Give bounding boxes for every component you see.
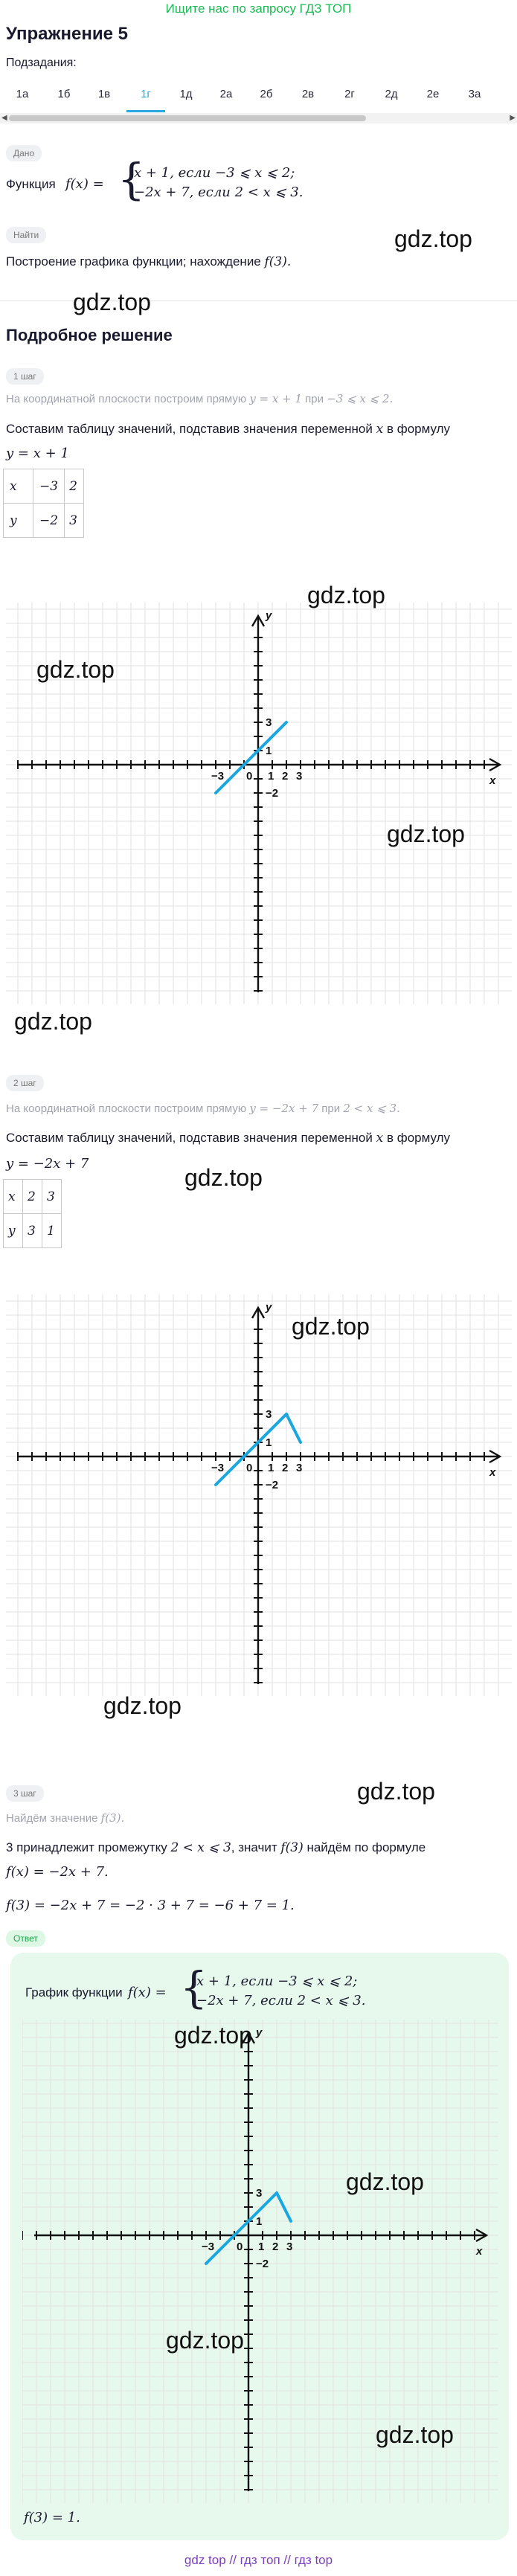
watermark: gdz.top xyxy=(307,582,385,608)
given-row-1: x + 1, если −3 ⩽ x ⩽ 2; xyxy=(134,165,295,181)
step-1-table-var: x xyxy=(376,422,384,437)
step-1-table-prefix: Составим таблицу значений, подставив значения переменной xyxy=(6,422,373,436)
answer-box: График функции f(x) = { x + 1, если −3 ⩽ x ⩽ 2; −2x + 7, если 2 < x ⩽ 3. x y 0 −3 1 2 3 3 1 −2 f(3) = 1. xyxy=(10,1953,509,2540)
graph-step-2 xyxy=(6,1294,512,1696)
table-cell: −2 xyxy=(33,504,65,538)
step-3-line-1-fx: f(3) xyxy=(280,1840,304,1855)
answer-chip: Ответ xyxy=(6,1930,45,1947)
y-axis-label: y xyxy=(266,1301,272,1314)
tab-1g[interactable]: 1г xyxy=(141,88,151,100)
answer-result: f(3) = 1. xyxy=(24,2510,80,2525)
step-2-chip: 2 шаг xyxy=(6,1075,44,1091)
watermark: gdz.top xyxy=(394,225,472,252)
origin-label: 0 xyxy=(246,1462,253,1474)
y-tick-label: 3 xyxy=(256,2187,263,2200)
watermark: gdz.top xyxy=(387,820,465,847)
watermark: gdz.top xyxy=(376,2421,454,2448)
tab-2v[interactable]: 2в xyxy=(301,88,315,100)
subtasks-label: Подзадания: xyxy=(6,57,77,69)
answer-row-2: −2x + 7, если 2 < x ⩽ 3. xyxy=(196,1993,366,2008)
step-2-table-prefix: Составим таблицу значений, подставив значения переменной xyxy=(6,1131,373,1145)
y-tick-label: 3 xyxy=(266,716,272,729)
footer-links[interactable]: gdz top // гдз топ // гдз top xyxy=(184,2553,333,2567)
find-chip: Найти xyxy=(6,227,46,243)
table-cell: 1 xyxy=(42,1214,62,1248)
y-tick-label: 3 xyxy=(266,1408,272,1421)
x-tick-label: 2 xyxy=(272,2241,279,2253)
x-tick-label: 3 xyxy=(286,2241,293,2253)
y-tick-label: 1 xyxy=(266,745,272,757)
tab-1a[interactable]: 1а xyxy=(16,88,29,100)
step-3-formula: f(x) = −2x + 7. xyxy=(6,1864,109,1880)
answer-prefix: График функции xyxy=(25,1985,123,2000)
active-tab-indicator xyxy=(126,110,165,112)
x-tick-label: −3 xyxy=(211,770,225,783)
x-axis-label: x xyxy=(489,1466,496,1479)
step-3-gray-prefix: Найдём значение xyxy=(6,1812,98,1825)
watermark: gdz.top xyxy=(36,656,115,683)
step-2-gray-mid: при xyxy=(321,1102,341,1115)
step-1-value-table xyxy=(3,469,84,538)
tab-2b[interactable]: 2б xyxy=(260,88,273,100)
step-1-gray-math: y = x + 1 xyxy=(249,392,302,405)
tab-1b[interactable]: 1б xyxy=(57,88,71,100)
watermark: gdz.top xyxy=(346,2168,424,2195)
step-2-gray xyxy=(6,1099,400,1118)
y-tick-label: 1 xyxy=(266,1436,272,1449)
step-2-table-var: x xyxy=(376,1131,384,1146)
step-2-table-intro xyxy=(6,1129,450,1147)
step-3-calc: f(3) = −2x + 7 = −2 · 3 + 7 = −6 + 7 = 1. xyxy=(6,1898,295,1913)
answer-row-1: x + 1, если −3 ⩽ x ⩽ 2; xyxy=(196,1973,358,1989)
tab-2e[interactable]: 2е xyxy=(426,88,440,100)
x-tick-label: 3 xyxy=(296,770,303,783)
table-cell: x xyxy=(4,469,33,504)
tab-1d[interactable]: 1д xyxy=(179,88,193,100)
step-3-line-1 xyxy=(6,1839,426,1857)
watermark: gdz.top xyxy=(357,1778,435,1805)
x-tick-label: 1 xyxy=(258,2241,265,2253)
x-tick-label: 3 xyxy=(296,1462,303,1474)
subtask-tabs xyxy=(0,82,517,113)
step-2-gray-prefix: На координатной плоскости построим прямую xyxy=(6,1102,247,1115)
x-axis-label: x xyxy=(489,774,496,787)
table-cell: x xyxy=(4,1180,23,1214)
given-prefix: Функция xyxy=(6,177,56,191)
step-3-gray-math: f(3). xyxy=(100,1811,125,1825)
step-2-formula: y = −2x + 7 xyxy=(6,1156,89,1172)
tabs-scrollbar[interactable] xyxy=(0,113,517,123)
scrollbar-thumb[interactable] xyxy=(9,115,366,121)
step-1-gray-mid: при xyxy=(305,393,324,405)
x-axis-label: x xyxy=(476,2245,483,2258)
table-cell: −3 xyxy=(33,469,65,504)
table-cell: 2 xyxy=(65,469,84,504)
watermark: gdz.top xyxy=(174,2022,252,2049)
table-cell: 2 xyxy=(23,1180,42,1214)
step-3-line-1-mid: , значит xyxy=(231,1840,277,1854)
solution-title: Подробное решение xyxy=(6,326,173,344)
step-1-table-suffix: в формулу xyxy=(386,422,451,436)
table-cell: 3 xyxy=(42,1180,62,1214)
step-3-line-1-prefix: 3 принадлежит промежутку xyxy=(6,1840,167,1854)
table-row xyxy=(4,1214,62,1248)
step-1-table-intro xyxy=(6,420,450,438)
scroll-left-icon[interactable]: ◀ xyxy=(1,114,7,122)
step-3-gray xyxy=(6,1809,124,1828)
given-fx: f(x) = xyxy=(65,176,104,192)
step-2-gray-math: y = −2x + 7 xyxy=(249,1102,319,1115)
watermark: gdz.top xyxy=(14,1008,92,1035)
table-row xyxy=(4,504,84,538)
x-tick-label: 1 xyxy=(268,770,274,783)
find-text-math: f(3). xyxy=(264,254,292,269)
y-axis-label: y xyxy=(266,609,272,622)
x-tick-label: 2 xyxy=(282,770,289,783)
step-1-chip: 1 шаг xyxy=(6,368,44,385)
table-cell: y xyxy=(4,1214,23,1248)
tab-1v[interactable]: 1в xyxy=(97,88,111,100)
watermark: gdz.top xyxy=(103,1692,182,1719)
y-tick-label: −2 xyxy=(266,1479,279,1491)
step-1-formula: y = x + 1 xyxy=(6,446,69,461)
watermark: gdz.top xyxy=(184,1164,263,1191)
step-3-line-1-suffix: найдём по формуле xyxy=(306,1840,426,1854)
step-2-gray-range: 2 < x ⩽ 3. xyxy=(343,1102,400,1115)
step-2-value-table xyxy=(3,1179,62,1248)
tab-2g[interactable]: 2г xyxy=(344,88,355,100)
table-cell: 3 xyxy=(23,1214,42,1248)
given-chip: Дано xyxy=(6,145,42,161)
table-row xyxy=(4,1180,62,1214)
find-text xyxy=(6,253,291,271)
step-1-gray xyxy=(6,390,393,408)
watermark: gdz.top xyxy=(292,1313,370,1340)
x-tick-label: −3 xyxy=(202,2241,215,2253)
tab-2d[interactable]: 2д xyxy=(385,88,398,100)
top-search-link[interactable]: Ищите нас по запросу ГДЗ ТОП xyxy=(165,1,352,16)
tab-3a[interactable]: 3а xyxy=(468,88,481,100)
origin-label: 0 xyxy=(246,770,253,783)
answer-fx: f(x) = xyxy=(128,1985,167,2000)
step-2-table-suffix: в формулу xyxy=(386,1131,451,1145)
exercise-title: Упражнение 5 xyxy=(6,24,128,44)
origin-label: 0 xyxy=(237,2241,243,2253)
x-tick-label: 1 xyxy=(268,1462,274,1474)
step-3-line-1-math: 2 < x ⩽ 3 xyxy=(170,1840,231,1855)
find-text-prefix: Построение графика функции; нахождение xyxy=(6,254,261,269)
y-axis-label: y xyxy=(256,2026,263,2039)
x-tick-label: −3 xyxy=(211,1462,225,1474)
table-row xyxy=(4,469,84,504)
given-row-2: −2x + 7, если 2 < x ⩽ 3. xyxy=(134,184,304,200)
table-cell: 3 xyxy=(65,504,84,538)
scroll-right-icon[interactable]: ▶ xyxy=(510,114,516,122)
step-1-gray-range: −3 ⩽ x ⩽ 2. xyxy=(327,392,394,405)
y-tick-label: −2 xyxy=(266,787,279,800)
y-tick-label: 1 xyxy=(256,2215,263,2228)
x-tick-label: 2 xyxy=(282,1462,289,1474)
step-1-gray-prefix: На координатной плоскости построим прямую xyxy=(6,393,247,405)
tab-2a[interactable]: 2а xyxy=(219,88,233,100)
y-tick-label: −2 xyxy=(256,2258,269,2270)
step-3-chip: 3 шаг xyxy=(6,1785,44,1802)
watermark: gdz.top xyxy=(73,289,151,315)
watermark: gdz.top xyxy=(166,2327,244,2354)
table-cell: y xyxy=(4,504,33,538)
